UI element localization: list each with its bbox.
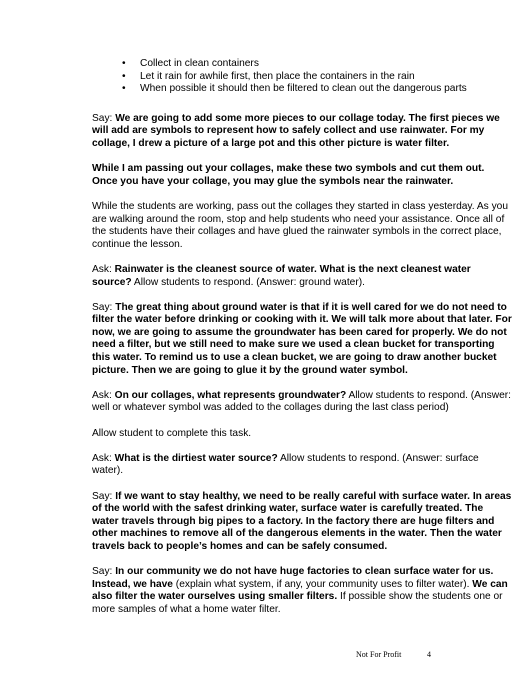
bullet-icon: • [122, 83, 126, 95]
list-item: • Collect in clean containers [122, 58, 259, 69]
footer-label: Not For Profit [356, 650, 402, 659]
rainwater-tips-list [92, 58, 512, 96]
paragraph-ask-cleanest: Ask: Rainwater is the cleanest source of water. What is the next cleanest water source? Allow students to respond. (Answer: ground water). [92, 263, 471, 288]
paragraph-ask-groundwater-symbol: Ask: On our collages, what represents groundwater? Allow students to respond. (Answer: well or whatever symbol was added to the collages during the last class period) [92, 389, 511, 414]
paragraph-say-community: Say: In our community we do not have huge factories to clean surface water for us. Instead, we have (explain what system, if any, your community uses to filter water). We can also filter the water ourselves using smaller filters. If possible show the students one or more samples of what a home water filter. [92, 566, 508, 615]
paragraph-ask-dirtiest: Ask: What is the dirtiest water source? Allow students to respond. (Answer: surface water). [92, 452, 479, 477]
bullet-icon: • [122, 70, 126, 82]
list-item: • When possible it should then be filtered to clean out the dangerous parts [122, 83, 467, 95]
paragraph-say-surface-water: Say: If we want to stay healthy, we need to be really careful with surface water. In areas of the world with the safest drinking water, surface water is carefully treated. The water travels through big pipes to a factory. In the factory there are huge filters and other machines to remove all of the dangerous elements in the water. Then the water travels back to people’s homes and can be safely consumed. [92, 490, 512, 552]
paragraph-say-groundwater: Say: The great thing about ground water is that if it is well cared for we do not need to filter the water before drinking or cooking with it. We will talk more about that later. For now, we are going to assume the groundwater has been cared for properly. We do not need a filter, but we still need to make sure we used a clean bucket for transporting this water. To remind us to use a clean bucket, we are going to draw another bucket picture. Then we are going to glue it by the ground water symbol. [92, 301, 512, 376]
list-item: • Let it rain for awhile first, then place the containers in the rain [122, 70, 415, 82]
paragraph-teacher-note: While the students are working, pass out the collages they started in class yesterday. As you are walking around the room, stop and help students who need your assistance. Once all of the students have their collages and have glued the rainwater symbols in the correct place, continue the lesson. [92, 200, 509, 250]
paragraph-complete-task: Allow student to complete this task. [92, 427, 252, 439]
lesson-body [92, 58, 512, 629]
paragraph-say-collage: Say: We are going to add some more pieces to our collage today. The first pieces we will add are symbols to represent how to safely collect and use rainwater. For my collage, I drew a picture of a large pot and this other picture is water filter. [92, 112, 500, 149]
paragraph-symbols-instructions: While I am passing out your collages, make these two symbols and cut them out. Once you have your collage, you may glue the symbols near the rainwater. [92, 163, 485, 187]
page-number: 4 [427, 650, 431, 659]
bullet-icon: • [122, 58, 126, 69]
